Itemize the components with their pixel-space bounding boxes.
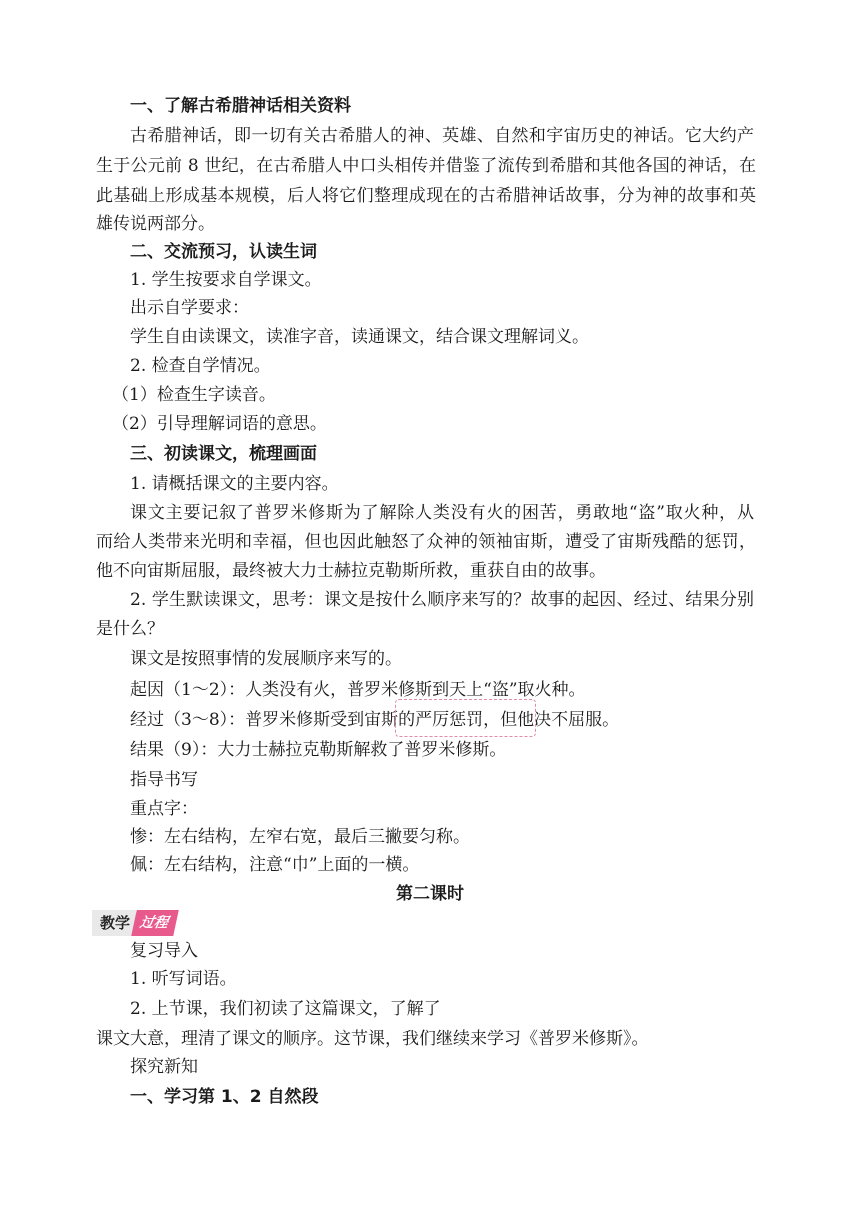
explore-heading: 探究新知 bbox=[130, 1057, 198, 1077]
requirement-text: 学生自由读课文，读准字音，读通课文，结合课文理解词义。 bbox=[130, 327, 589, 347]
lesson-title: 第二课时 bbox=[396, 884, 464, 904]
list-item: 2. 检查自学情况。 bbox=[130, 356, 271, 376]
badge-label: 教学 bbox=[92, 910, 136, 936]
char-note: 惨：左右结构，左窄右宽，最后三撇要匀称。 bbox=[130, 827, 470, 847]
requirement-title: 出示自学要求： bbox=[130, 298, 249, 318]
guide-heading: 指导书写 bbox=[130, 770, 198, 790]
paragraph-line: 此基础上形成基本规模，后人将它们整理成现在的古希腊神话故事，分为神的故事和英 bbox=[96, 186, 756, 206]
answer-line: 课文主要记叙了普罗米修斯为了解除人类没有火的困苦，勇敢地“盗”取火种，从 bbox=[130, 503, 754, 523]
list-item-continued: 是什么？ bbox=[96, 619, 164, 639]
list-item: 1. 请概括课文的主要内容。 bbox=[130, 474, 339, 494]
process-line: 经过（3～8）：普罗米修斯受到宙斯的严厉惩罚，但他决不屈服。 bbox=[130, 710, 620, 730]
list-item: 1. 听写词语。 bbox=[130, 969, 237, 989]
answer-line: 而给人类带来光明和幸福，但也因此触怒了众神的领袖宙斯，遭受了宙斯残酷的惩罚， bbox=[96, 532, 756, 552]
paragraph-line: 雄传说两部分。 bbox=[96, 214, 215, 234]
key-chars-label: 重点字： bbox=[130, 799, 198, 819]
paragraph-line: 生于公元前 8 世纪，在古希腊人中口头相传并借鉴了流传到希腊和其他各国的神话，在 bbox=[96, 156, 756, 176]
result-line: 结果（9）：大力士赫拉克勒斯解救了普罗米修斯。 bbox=[130, 740, 507, 760]
teaching-process-badge bbox=[92, 910, 176, 936]
dashed-highlight-box bbox=[395, 699, 536, 737]
list-item: 2. 学生默读课文，思考：课文是按什么顺序来写的？故事的起因、经过、结果分别 bbox=[130, 590, 754, 610]
sub-item: （1）检查生字读音。 bbox=[112, 385, 276, 405]
answer-line: 课文是按照事情的发展顺序来写的。 bbox=[130, 649, 402, 669]
section-heading: 一、了解古希腊神话相关资料 bbox=[130, 96, 351, 116]
cause-line: 起因（1～2）：人类没有火，普罗米修斯到天上“盗”取火种。 bbox=[130, 680, 586, 700]
list-item: 2. 上节课，我们初读了这篇课文，了解了 bbox=[130, 999, 441, 1019]
section-heading: 一、学习第 1、2 自然段 bbox=[130, 1087, 319, 1107]
badge-label-highlight: 过程 bbox=[131, 910, 179, 936]
char-note: 佩：左右结构，注意“巾”上面的一横。 bbox=[130, 855, 420, 875]
list-item-continued: 课文大意，理清了课文的顺序。这节课，我们继续来学习《普罗米修斯》。 bbox=[96, 1029, 649, 1049]
answer-line: 他不向宙斯屈服，最终被大力士赫拉克勒斯所救，重获自由的故事。 bbox=[96, 561, 606, 581]
section-heading: 二、交流预习，认读生词 bbox=[130, 242, 317, 262]
section-heading: 三、初读课文，梳理画面 bbox=[130, 444, 317, 464]
review-heading: 复习导入 bbox=[130, 941, 198, 961]
paragraph-line: 古希腊神话，即一切有关古希腊人的神、英雄、自然和宇宙历史的神话。它大约产 bbox=[130, 126, 754, 146]
list-item: 1. 学生按要求自学课文。 bbox=[130, 270, 322, 290]
sub-item: （2）引导理解词语的意思。 bbox=[112, 414, 327, 434]
